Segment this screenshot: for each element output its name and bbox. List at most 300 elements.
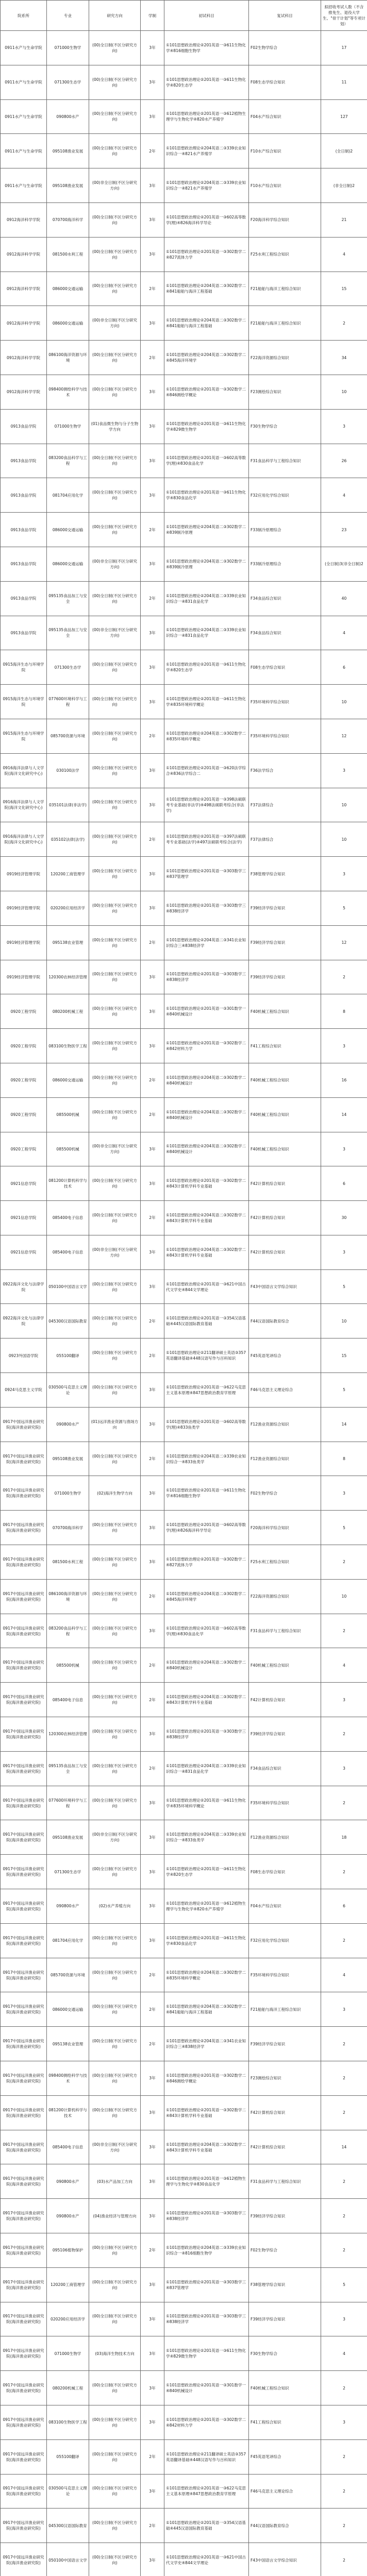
duration-cell: 2年	[141, 1304, 164, 1338]
direction-cell: (00)全日制(不区分研究方向)	[89, 2405, 141, 2439]
duration-cell: 3年	[141, 1786, 164, 1820]
exam-subjects-cell: ①101思想政治理论②201英语一③397法硕联考专业基础(法学)④497法硕联考综合(法学)	[164, 822, 249, 857]
quota-cell: 16	[321, 1063, 367, 1097]
direction-cell: (01)食品微生物与分子生物学方向	[89, 409, 141, 444]
quota-cell: 2	[321, 1786, 367, 1820]
exam-subjects-cell: ①101思想政治理论②201英语一③611生物化学④816细胞生物学	[164, 1476, 249, 1511]
college-cell: 0913食品学院	[1, 409, 47, 444]
college-cell: 0913食品学院	[1, 616, 47, 650]
duration-cell: 2年	[141, 719, 164, 753]
exam-subjects-cell: ①101思想政治理论②201英语一③602高等数学(理)④830食品化学	[164, 1614, 249, 1648]
exam-subjects-cell: ①101思想政治理论②201英语一③303数学三④838经济学	[164, 2302, 249, 2336]
quota-cell: 3	[321, 753, 367, 788]
duration-cell: 2年	[141, 1992, 164, 2027]
direction-cell: (00)全日制(不区分研究方向)	[89, 2061, 141, 2096]
exam-subjects-cell: ①101思想政治理论②201英语一③302数学二④843计算机学科专业基础	[164, 2095, 249, 2130]
table-row	[1, 891, 367, 925]
direction-cell: (00)全日制(不区分研究方向)	[89, 822, 141, 857]
college-cell: 0917中国远洋渔业研究院(海洋渔业研究院)	[1, 1511, 47, 1545]
direction-cell: (00)全日制(不区分研究方向)	[89, 1923, 141, 1958]
duration-cell: 3年	[141, 616, 164, 650]
exam-subjects-cell: ①101思想政治理论②204英语二③302数学二④841船舶与海洋工程基础	[164, 1992, 249, 2027]
exam-subjects-cell: ①101思想政治理论②201英语一③354汉语基础④445汉语国际教育基础	[164, 1304, 249, 1338]
retest-subjects-cell: F39经济学综合知识	[249, 891, 321, 925]
table-row	[1, 513, 367, 547]
quota-cell: 14	[321, 1407, 367, 1442]
college-cell: 0917中国远洋渔业研究院(海洋渔业研究院)	[1, 1614, 47, 1648]
exam-subjects-cell: ①101思想政治理论②201英语一③602高等数学(理)④826海洋科学导论	[164, 1511, 249, 1545]
major-cell: 081200计算机科学与技术	[47, 2095, 89, 2130]
college-cell: 0917中国远洋渔业研究院(海洋渔业研究院)	[1, 1476, 47, 1511]
quota-cell: 3	[321, 2302, 367, 2336]
retest-subjects-cell: F43中国语言文学综合知识	[249, 2543, 321, 2576]
duration-cell: 2年	[141, 341, 164, 375]
retest-subjects-cell: F34食品综合知识	[249, 581, 321, 616]
quota-cell: 3	[321, 409, 367, 444]
major-cell: 085700资源与环境	[47, 1958, 89, 1992]
quota-cell: 2	[321, 2061, 367, 2096]
college-cell: 0912海洋科学学院	[1, 272, 47, 306]
major-cell: 085500机械	[47, 1097, 89, 1132]
direction-cell: (00)全日制(不区分研究方向)	[89, 685, 141, 719]
major-cell: 081500水利工程	[47, 1545, 89, 1580]
exam-subjects-cell: ①101思想政治理论②201英语一③303数学三④837管理学	[164, 2267, 249, 2302]
quota-cell: 2	[321, 306, 367, 341]
retest-subjects-cell: F40机械工程综合知识	[249, 2371, 321, 2405]
table-row	[1, 409, 367, 444]
retest-subjects-cell: F31食品科学与工程综合知识	[249, 444, 321, 478]
direction-cell: (00)全日制(不区分研究方向)	[89, 1201, 141, 1235]
major-cell: 050100中国语言文学	[47, 1269, 89, 1304]
header-cell: 拟招收考试人数（不含推免生、退役大学生、"骨干计划"等专项计划）	[321, 1, 367, 31]
retest-subjects-cell: F22海洋资源综合知识	[249, 341, 321, 375]
direction-cell: (02)海洋生物学方向	[89, 1476, 141, 1511]
table-row	[1, 1958, 367, 1992]
major-cell: 035101法律(非法学)	[47, 788, 89, 822]
direction-cell: (00)全日制(不区分研究方向)	[89, 1269, 141, 1304]
duration-cell: 3年	[141, 1029, 164, 1063]
college-cell: 0917中国远洋渔业研究院(海洋渔业研究院)	[1, 2130, 47, 2164]
table-row	[1, 444, 367, 478]
table-row	[1, 1648, 367, 1683]
duration-cell: 3年	[141, 1476, 164, 1511]
college-cell: 0913食品学院	[1, 444, 47, 478]
exam-subjects-cell: ①101思想政治理论②201英语一③602高等数学(理)④833鱼类学	[164, 1407, 249, 1442]
duration-cell: 3年	[141, 2302, 164, 2336]
table-row	[1, 272, 367, 306]
exam-subjects-cell: ①101思想政治理论②204英语二③302数学二④840机械设计	[164, 1063, 249, 1097]
duration-cell: 3年	[141, 1132, 164, 1166]
exam-subjects-cell: ①101思想政治理论②204英语二③302数学二④840机械设计	[164, 1132, 249, 1166]
table-row	[1, 753, 367, 788]
direction-cell: (00)全日制(不区分研究方向)	[89, 753, 141, 788]
table-row	[1, 134, 367, 168]
direction-cell: (00)全日制(不区分研究方向)	[89, 134, 141, 168]
exam-subjects-cell: ①101思想政治理论②201英语一③302数学二④827流体力学	[164, 1545, 249, 1580]
quota-cell: 8	[321, 1442, 367, 1476]
direction-cell: (04)渔业经济与管理方向	[89, 2199, 141, 2233]
exam-subjects-cell: ①101思想政治理论②201英语一③354汉语基础④445汉语国际教育基础	[164, 2509, 249, 2543]
table-row	[1, 857, 367, 891]
duration-cell: 3年	[141, 547, 164, 581]
quota-cell: 11	[321, 65, 367, 99]
retest-subjects-cell: F10水产综合知识	[249, 168, 321, 203]
college-cell: 0919经济管理学院	[1, 925, 47, 960]
table-row	[1, 1201, 367, 1235]
duration-cell: 2年	[141, 1751, 164, 1786]
table-row	[1, 168, 367, 203]
major-cell: 095138农业管理	[47, 925, 89, 960]
retest-subjects-cell: F39经济学综合知识	[249, 1717, 321, 1752]
exam-subjects-cell: ①101思想政治理论②201英语一③612植物生理学与生物化学④830食品化学	[164, 2164, 249, 2199]
college-cell: 0920工程学院	[1, 1029, 47, 1063]
direction-cell: (00)全日制(不区分研究方向)	[89, 2439, 141, 2474]
table-row	[1, 1097, 367, 1132]
header-cell: 学制	[141, 1, 164, 31]
direction-cell: (00)全日制(不区分研究方向)	[89, 2371, 141, 2405]
table-row	[1, 1545, 367, 1580]
retest-subjects-cell: F42计算机综合知识	[249, 2095, 321, 2130]
table-row	[1, 1132, 367, 1166]
quota-cell: 3	[321, 1476, 367, 1511]
table-row	[1, 1923, 367, 1958]
duration-cell: 3年	[141, 753, 164, 788]
quota-cell: 2	[321, 1545, 367, 1580]
table-row	[1, 306, 367, 341]
major-cell: 090800水产	[47, 1407, 89, 1442]
exam-subjects-cell: ①101思想政治理论②204英语二③302数学二④843计算机学科专业基础	[164, 1235, 249, 1269]
retest-subjects-cell: F32应用化学综合知识	[249, 478, 321, 513]
retest-subjects-cell: F21船舶与海洋工程综合知识	[249, 272, 321, 306]
exam-subjects-cell: ①101思想政治理论②201英语一③611生物化学④816细胞生物学	[164, 31, 249, 65]
retest-subjects-cell: F08生态学综合知识	[249, 65, 321, 99]
major-cell: 086000交通运输	[47, 306, 89, 341]
quota-cell: 4	[321, 1958, 367, 1992]
duration-cell: 3年	[141, 2474, 164, 2509]
college-cell: 0911水产与生命学院	[1, 65, 47, 99]
college-cell: 0919经济管理学院	[1, 960, 47, 994]
college-cell: 0917中国远洋渔业研究院(海洋渔业研究院)	[1, 2336, 47, 2371]
major-cell: 083200食品科学与工程	[47, 1614, 89, 1648]
table-row	[1, 2302, 367, 2336]
college-cell: 0917中国远洋渔业研究院(海洋渔业研究院)	[1, 2509, 47, 2543]
direction-cell: (03)海洋生物技术方向	[89, 2336, 141, 2371]
major-cell: 086000交通运输	[47, 272, 89, 306]
exam-subjects-cell: ①101思想政治理论②204英语二③302数学二④839制冷原理	[164, 513, 249, 547]
duration-cell: 3年	[141, 857, 164, 891]
major-cell: 070700海洋科学	[47, 202, 89, 237]
quota-cell: 10	[321, 375, 367, 409]
retest-subjects-cell: F04水产综合知识	[249, 1889, 321, 1924]
duration-cell: 2年	[141, 134, 164, 168]
direction-cell: (00)全日制(不区分研究方向)	[89, 1992, 141, 2027]
quota-cell: 2	[321, 2371, 367, 2405]
college-cell: 0917中国远洋渔业研究院(海洋渔业研究院)	[1, 2164, 47, 2199]
retest-subjects-cell: F30生物学综合	[249, 2336, 321, 2371]
duration-cell: 2年	[141, 1958, 164, 1992]
duration-cell: 3年	[141, 1269, 164, 1304]
duration-cell: 3年	[141, 1166, 164, 1201]
exam-subjects-cell: ①101思想政治理论②201英语一③303数学三④838经济学	[164, 960, 249, 994]
major-cell: 030100法学	[47, 753, 89, 788]
table-row	[1, 822, 367, 857]
direction-cell: (00)全日制(不区分研究方向)	[89, 1683, 141, 1717]
table-row	[1, 1751, 367, 1786]
quota-cell: 6	[321, 1166, 367, 1201]
duration-cell: 3年	[141, 2199, 164, 2233]
major-cell: 045300汉语国际教育	[47, 1304, 89, 1338]
direction-cell: (00)全日制(不区分研究方向)	[89, 202, 141, 237]
direction-cell: (00)全日制(不区分研究方向)	[89, 960, 141, 994]
quota-cell: 4	[321, 237, 367, 272]
direction-cell: (00)全日制(不区分研究方向)	[89, 65, 141, 99]
major-cell: 085500机械	[47, 1648, 89, 1683]
quota-cell: 15	[321, 272, 367, 306]
college-cell: 0912海洋科学学院	[1, 306, 47, 341]
table-row	[1, 547, 367, 581]
college-cell: 0917中国远洋渔业研究院(海洋渔业研究院)	[1, 2543, 47, 2576]
exam-subjects-cell: ①101思想政治理论②204英语二③339农业知识综合一④831食品化学	[164, 581, 249, 616]
direction-cell: (00)全日制(不区分研究方向)	[89, 1855, 141, 1889]
retest-subjects-cell: F25水利工程综合知识	[249, 237, 321, 272]
table-row	[1, 1511, 367, 1545]
quota-cell: 3	[321, 857, 367, 891]
major-cell: 085400电子信息	[47, 1683, 89, 1717]
exam-subjects-cell: ①101思想政治理论②201英语一③611生物化学④835环境科学概论	[164, 685, 249, 719]
duration-cell: 3年	[141, 2405, 164, 2439]
retest-subjects-cell: F08生态学综合知识	[249, 650, 321, 685]
major-cell: 077600环境科学与工程	[47, 1786, 89, 1820]
retest-subjects-cell: F12渔业资源综合知识	[249, 1407, 321, 1442]
direction-cell: (00)全日制(不区分研究方向)	[89, 2302, 141, 2336]
quota-cell: 2	[321, 2439, 367, 2474]
table-row	[1, 1269, 367, 1304]
quota-cell: 2	[321, 1717, 367, 1752]
quota-cell: 10	[321, 788, 367, 822]
quota-cell: 5	[321, 2267, 367, 2302]
major-cell: 090800水产	[47, 2164, 89, 2199]
college-cell: 0920工程学院	[1, 1063, 47, 1097]
duration-cell: 2年	[141, 925, 164, 960]
college-cell: 0913食品学院	[1, 513, 47, 547]
direction-cell: (00)全日制(不区分研究方向)	[89, 1717, 141, 1752]
table-row	[1, 237, 367, 272]
quota-cell: 6	[321, 1889, 367, 1924]
college-cell: 0917中国远洋渔业研究院(海洋渔业研究院)	[1, 1648, 47, 1683]
table-row	[1, 1029, 367, 1063]
table-row	[1, 1476, 367, 1511]
college-cell: 0913食品学院	[1, 581, 47, 616]
exam-subjects-cell: ①101思想政治理论②201英语一③611生物化学④820生态学	[164, 1855, 249, 1889]
major-cell: 090800水产	[47, 2199, 89, 2233]
table-row	[1, 788, 367, 822]
retest-subjects-cell: F37法律综合	[249, 788, 321, 822]
retest-subjects-cell: F39经济学综合知识	[249, 2027, 321, 2061]
duration-cell: 3年	[141, 2061, 164, 2096]
college-cell: 0921信息学院	[1, 1201, 47, 1235]
college-cell: 0917中国远洋渔业研究院(海洋渔业研究院)	[1, 2474, 47, 2509]
college-cell: 0921信息学院	[1, 1166, 47, 1201]
retest-subjects-cell: F44汉语国际教育综合	[249, 2509, 321, 2543]
major-cell: 071000生物学	[47, 31, 89, 65]
major-cell: 098400测绘科学与技术	[47, 375, 89, 409]
table-row	[1, 2543, 367, 2576]
quota-cell: 2	[321, 2164, 367, 2199]
retest-subjects-cell: F35环境科学综合知识	[249, 719, 321, 753]
exam-subjects-cell: ①101思想政治理论②201英语一③303数学三④838经济学	[164, 1717, 249, 1752]
exam-subjects-cell: ①101思想政治理论②211翻译硕士英语③357英语翻译基础④448汉语写作与百科知识	[164, 1338, 249, 1373]
exam-subjects-cell: ①101思想政治理论②204英语二③341农业知识综合三④838经济学	[164, 2027, 249, 2061]
major-cell: 095108渔业发展	[47, 134, 89, 168]
table-row	[1, 2130, 367, 2164]
quota-cell: 12	[321, 719, 367, 753]
college-cell: 0912海洋科学学院	[1, 202, 47, 237]
quota-cell: 15	[321, 1338, 367, 1373]
direction-cell: (00)全日制(不区分研究方向)	[89, 444, 141, 478]
retest-subjects-cell: F35环境科学综合知识	[249, 1786, 321, 1820]
quota-cell: 12	[321, 925, 367, 960]
duration-cell: 3年	[141, 65, 164, 99]
major-cell: 095108渔业发展	[47, 1442, 89, 1476]
college-cell: 0917中国远洋渔业研究院(海洋渔业研究院)	[1, 1889, 47, 1924]
direction-cell: (00)全日制(不区分研究方向)	[89, 1958, 141, 1992]
exam-subjects-cell: ①101思想政治理论②201英语一③611生物化学④830食品化学	[164, 1923, 249, 1958]
table-row	[1, 478, 367, 513]
quota-cell: 3	[321, 2405, 367, 2439]
table-row	[1, 1063, 367, 1097]
exam-subjects-cell: ①101思想政治理论②201英语一③602高等数学(理)④826海洋科学导论	[164, 202, 249, 237]
college-cell: 0912海洋科学学院	[1, 375, 47, 409]
duration-cell: 3年	[141, 960, 164, 994]
table-row	[1, 2267, 367, 2302]
retest-subjects-cell: F39经济学综合知识	[249, 2199, 321, 2233]
table-row	[1, 1683, 367, 1717]
table-row	[1, 202, 367, 237]
exam-subjects-cell: ①101思想政治理论②201英语一③611生物化学④829微生物学	[164, 2336, 249, 2371]
college-cell: 0916海洋法律与人文学院(海洋文化研究中心)	[1, 788, 47, 822]
quota-cell: 26	[321, 444, 367, 478]
table-row	[1, 650, 367, 685]
major-cell: 077600环境科学与工程	[47, 685, 89, 719]
direction-cell: (00)全日制(不区分研究方向)	[89, 1097, 141, 1132]
duration-cell: 3年	[141, 685, 164, 719]
exam-subjects-cell: ①101思想政治理论②201英语一③621中国古代文学史④844文学理论	[164, 1269, 249, 1304]
retest-subjects-cell: F33制冷原理综合	[249, 547, 321, 581]
exam-subjects-cell: ①101思想政治理论②201英语一③303数学三④838经济学	[164, 891, 249, 925]
table-row	[1, 994, 367, 1029]
major-cell: 086000交通运输	[47, 1063, 89, 1097]
duration-cell: 3年	[141, 237, 164, 272]
retest-subjects-cell: F12渔业资源综合知识	[249, 1820, 321, 1855]
quota-cell: 2	[321, 960, 367, 994]
college-cell: 0917中国远洋渔业研究院(海洋渔业研究院)	[1, 1407, 47, 1442]
table-row	[1, 2405, 367, 2439]
exam-subjects-cell: ①101思想政治理论②204英语二③302数学二④835环境科学概论	[164, 1958, 249, 1992]
direction-cell: (00)全日制(不区分研究方向)	[89, 2474, 141, 2509]
exam-subjects-cell: ①101思想政治理论②204英语二③302数学二④840机械设计	[164, 1648, 249, 1683]
direction-cell: (00)全日制(不区分研究方向)	[89, 2027, 141, 2061]
direction-cell: (00)全日制(不区分研究方向)	[89, 1029, 141, 1063]
quota-cell: 40	[321, 581, 367, 616]
quota-cell: 2	[321, 2233, 367, 2268]
header-cell: 院系所	[1, 1, 47, 31]
duration-cell: 2年	[141, 1579, 164, 1614]
major-cell: 095135食品加工与安全	[47, 581, 89, 616]
exam-subjects-cell: ①101思想政治理论②204英语二③339农业知识综合一④821水产养殖学	[164, 134, 249, 168]
college-cell: 0917中国远洋渔业研究院(海洋渔业研究院)	[1, 2027, 47, 2061]
quota-cell: 2	[321, 1855, 367, 1889]
table-row	[1, 1855, 367, 1889]
major-cell: 020200应用经济学	[47, 891, 89, 925]
table-row	[1, 1373, 367, 1408]
duration-cell: 3年	[141, 2336, 164, 2371]
direction-cell: (00)全日制(不区分研究方向)	[89, 1304, 141, 1338]
duration-cell: 2年	[141, 513, 164, 547]
duration-cell: 3年	[141, 2371, 164, 2405]
major-cell: 081704应用化学	[47, 478, 89, 513]
exam-subjects-cell: ①101思想政治理论②201英语一③301数学一④840机械设计	[164, 2371, 249, 2405]
retest-subjects-cell: F37法律综合	[249, 822, 321, 857]
major-cell: 081704应用化学	[47, 1923, 89, 1958]
college-cell: 0917中国远洋渔业研究院(海洋渔业研究院)	[1, 2302, 47, 2336]
major-cell: 098400测绘科学与技术	[47, 2061, 89, 2096]
duration-cell: 3年	[141, 1511, 164, 1545]
major-cell: 030500马克思主义理论	[47, 1373, 89, 1408]
exam-subjects-cell: ①101思想政治理论②204英语二③302数学二④841船舶与海洋工程基础	[164, 306, 249, 341]
table-row	[1, 1407, 367, 1442]
major-cell: 070700海洋科学	[47, 1511, 89, 1545]
direction-cell: (00)全日制(不区分研究方向)	[89, 375, 141, 409]
retest-subjects-cell: F42计算机综合知识	[249, 1235, 321, 1269]
major-cell: 086100海洋资源与环境	[47, 341, 89, 375]
direction-cell: (00)全日制(不区分研究方向)	[89, 788, 141, 822]
direction-cell: (00)非全日制(不区分研究方向)	[89, 306, 141, 341]
duration-cell: 3年	[141, 375, 164, 409]
quota-cell: 5	[321, 1373, 367, 1408]
duration-cell: 3年	[141, 1889, 164, 1924]
retest-subjects-cell: F35环境科学综合知识	[249, 1958, 321, 1992]
direction-cell: (00)全日制(不区分研究方向)	[89, 2095, 141, 2130]
duration-cell: 3年	[141, 31, 164, 65]
duration-cell: 3年	[141, 650, 164, 685]
quota-cell: 10	[321, 822, 367, 857]
exam-subjects-cell: ①101思想政治理论②201英语一③622马克思主义基本原理④847思想政治教育学原理	[164, 1373, 249, 1408]
retest-subjects-cell: F02生物学综合	[249, 1476, 321, 1511]
duration-cell: 3年	[141, 168, 164, 203]
quota-cell: 3	[321, 1132, 367, 1166]
college-cell: 0917中国远洋渔业研究院(海洋渔业研究院)	[1, 1579, 47, 1614]
direction-cell: (02)水产养殖方向	[89, 1889, 141, 1924]
table-row	[1, 2336, 367, 2371]
college-cell: 0911水产与生命学院	[1, 99, 47, 134]
major-cell: 083200食品科学与工程	[47, 444, 89, 478]
major-cell: 120300农林经济管理	[47, 1717, 89, 1752]
retest-subjects-cell: F40机械工程综合知识	[249, 994, 321, 1029]
college-cell: 0917中国远洋渔业研究院(海洋渔业研究院)	[1, 2405, 47, 2439]
retest-subjects-cell: F40机械工程综合知识	[249, 1132, 321, 1166]
duration-cell: 2年	[141, 1683, 164, 1717]
duration-cell: 3年	[141, 1235, 164, 1269]
quota-cell: 10	[321, 1579, 367, 1614]
retest-subjects-cell: F30生物学综合	[249, 409, 321, 444]
major-cell: 086000交通运输	[47, 547, 89, 581]
college-cell: 0911水产与生命学院	[1, 31, 47, 65]
direction-cell: (00)全日制(不区分研究方向)	[89, 891, 141, 925]
major-cell: 086100海洋资源与环境	[47, 1579, 89, 1614]
exam-subjects-cell: ①101思想政治理论②204英语二③302数学二④843计算机学科专业基础	[164, 1683, 249, 1717]
table-row	[1, 960, 367, 994]
retest-subjects-cell: F41工程综合知识	[249, 2405, 321, 2439]
